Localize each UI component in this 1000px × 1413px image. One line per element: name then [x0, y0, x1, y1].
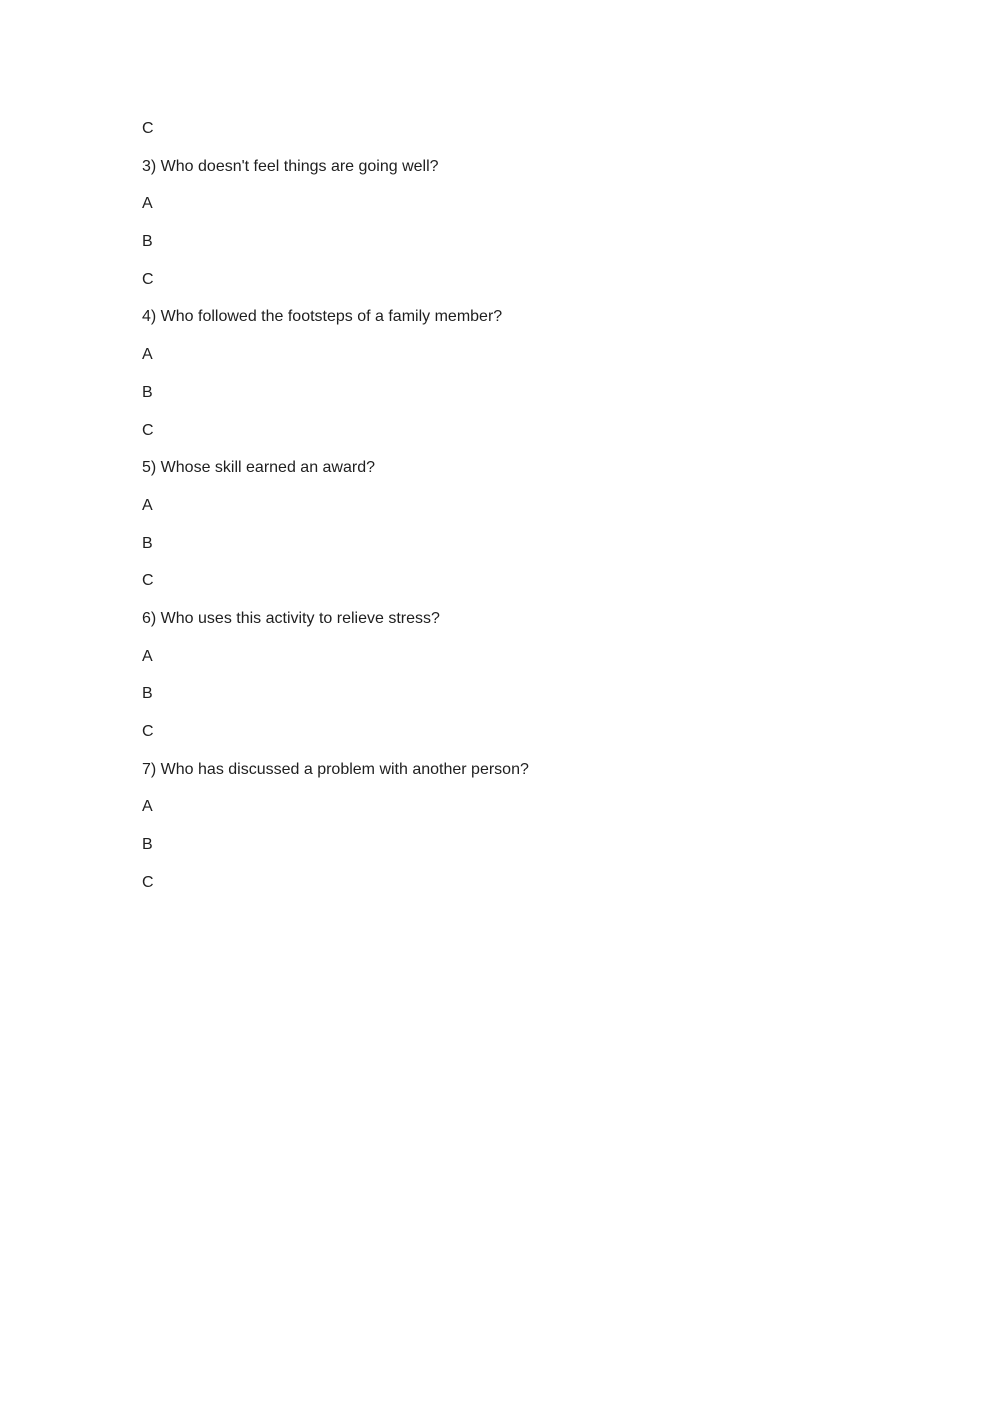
- option-c: C: [142, 723, 154, 740]
- question-4: 4) Who followed the footsteps of a family member?: [142, 308, 503, 326]
- question-3: 3) Who doesn't feel things are going well?: [142, 157, 439, 175]
- option-c: C: [142, 572, 154, 590]
- option-a: A: [142, 798, 153, 816]
- option-c: C: [142, 120, 154, 137]
- option-b: B: [142, 836, 153, 854]
- option-a: A: [142, 195, 153, 213]
- question-7: 7) Who has discussed a problem with another person?: [142, 760, 529, 778]
- option-c: C: [142, 270, 154, 288]
- option-a: A: [142, 496, 153, 514]
- option-b: B: [142, 685, 153, 703]
- option-c: C: [142, 421, 154, 439]
- option-a: A: [142, 346, 153, 364]
- option-b: B: [142, 534, 153, 552]
- option-b: B: [142, 233, 153, 251]
- option-b: B: [142, 383, 153, 401]
- questions-list: [142, 117, 942, 908]
- option-c: C: [142, 873, 154, 891]
- question-5: 5) Whose skill earned an award?: [142, 459, 376, 477]
- question-6: 6) Who uses this activity to relieve stress?: [142, 609, 440, 627]
- option-a: A: [142, 647, 153, 665]
